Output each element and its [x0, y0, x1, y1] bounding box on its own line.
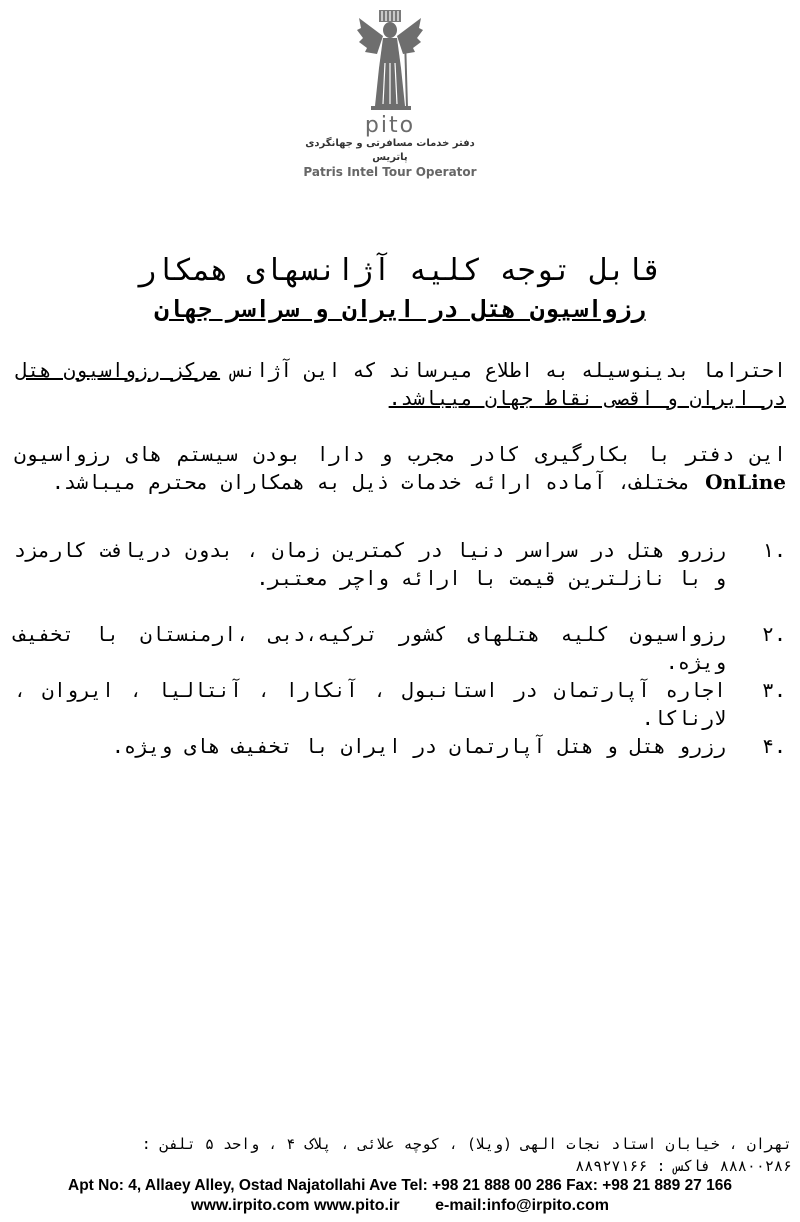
services-text-part1: این دفتر با بکارگیری کادر مجرب و دارا بودن سیستم های رزواسیون	[14, 442, 786, 466]
list-item-number: .۳	[761, 678, 786, 702]
announcement-subtitle: رزواسیون هتل در ایران و سراسر جهان	[154, 295, 646, 323]
intro-text: احتراما بدینوسیله به اطلاع میرساند که این آژانس	[232, 358, 786, 382]
company-logo	[290, 8, 490, 179]
online-label: OnLine	[705, 470, 786, 494]
list-item	[14, 536, 786, 620]
services-text-part2: مختلف، آماده ارائه خدمات ذیل به همکاران محترم میباشد.	[51, 470, 691, 494]
brand-tagline-fa: دفتر خدمات مسافرتی و جهانگردی پاتریس	[305, 138, 475, 163]
intro-paragraph	[14, 356, 786, 412]
services-paragraph	[14, 440, 786, 496]
list-item	[14, 676, 786, 732]
footer-address-en: Apt No: 4, Allaey Alley, Ostad Najatollahi Ave Tel: +98 21 888 00 286 Fax: +98 21 889 27 166	[68, 1177, 732, 1194]
services-list	[14, 536, 786, 788]
intro-underlined-text: مرکز رزواسیون هتل در ایران و اقصی نقاط جهان میباشد.	[15, 358, 786, 410]
list-item	[14, 620, 786, 676]
brand-name: pito	[364, 113, 416, 138]
list-item-number: .۴	[761, 734, 786, 758]
footer-contact	[0, 1196, 800, 1216]
list-item	[14, 732, 786, 788]
website-links[interactable]: www.irpito.com www.pito.ir	[191, 1197, 400, 1214]
announcement-title: قابل توجه کلیه آژانسهای همکار	[138, 253, 662, 288]
list-item-text: رزرو هتل و هتل آپارتمان در ایران با تخفیف های ویژه.	[111, 734, 726, 758]
list-item-text: رزرو هتل در سراسر دنیا در کمترین زمان ، بدون دریافت کارمزد و با نازلترین قیمت با ارائه واچر معتبر.	[14, 538, 726, 590]
list-item-text: رزواسیون کلیه هتلهای کشور ترکیه،دبی ،ارمنستان با تخفیف ویژه.	[14, 622, 726, 674]
footer-address-fa: تهران ، خیابان استاد نجات الهی (ویلا) ، کوچه علائی ، پلاک ۴ ، واحد ۵ تلفن :	[141, 1135, 792, 1153]
email-link[interactable]: e-mail:info@irpito.com	[435, 1197, 609, 1214]
list-item-number: .۲	[761, 622, 786, 646]
list-item-number: .۱	[761, 538, 786, 562]
list-item-text: اجاره آپارتمان در استانبول ، آنکارا ، آنتالیا ، ایروان ، لارناکا.	[14, 678, 726, 730]
footer-phones-fa: ۸۸۸۰۰۲۸۶ فاکس : ۸۸۹۲۷۱۶۶	[575, 1157, 792, 1175]
brand-tagline-en: Patris Intel Tour Operator	[303, 165, 477, 179]
winged-guardian-icon	[355, 8, 425, 113]
